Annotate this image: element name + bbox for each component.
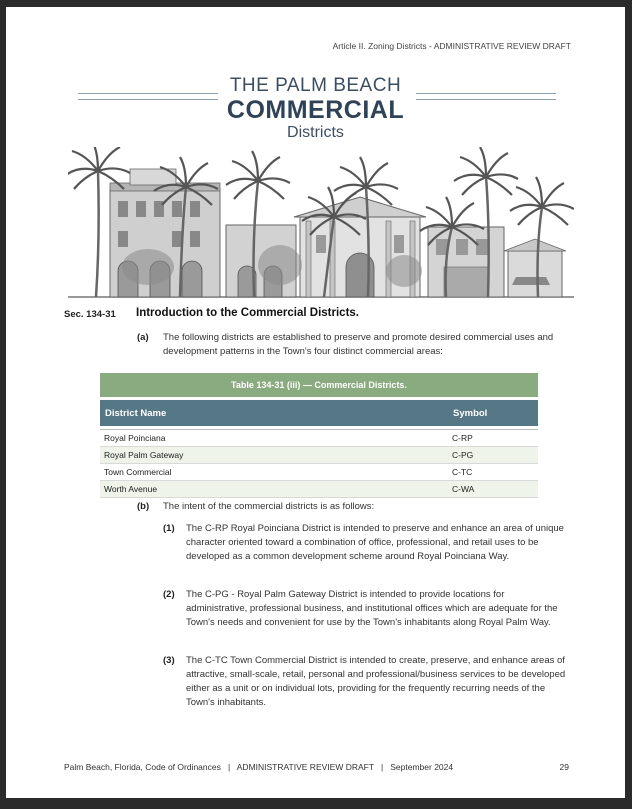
subsection-a-marker: (a) [137, 332, 149, 343]
title-line-2: COMMERCIAL [226, 96, 405, 124]
table-row [100, 447, 538, 464]
subsection-a-text: The following districts are established to preserve and promote desired commercial uses and development patterns in the Town's four distinct commercial areas: [163, 332, 554, 357]
district-name-cell: Worth Avenue [100, 481, 448, 498]
footer-text: Palm Beach, Florida, Code of Ordinances | ADMINISTRATIVE REVIEW DRAFT | September 2024 [64, 762, 454, 772]
item-1-text: The C-RP Royal Poinciana District is intended to preserve and enhance an area of unique character oriented toward a combination of office, professional, and retail uses to be developed as a common development scheme around Royal Poinciana Way. [186, 523, 564, 562]
column-header-district: District Name [100, 400, 448, 426]
commercial-districts-table [100, 373, 538, 498]
table-row [100, 430, 538, 447]
subsection-b-text: The intent of the commercial districts is as follows: [163, 501, 375, 512]
title-block [6, 75, 625, 142]
title-line-1: THE PALM BEACH [229, 75, 402, 96]
section-number: Sec. 134-31 [64, 309, 116, 320]
document-page [6, 7, 625, 798]
district-symbol-cell: C-PG [448, 447, 538, 464]
item-1-marker: (1) [163, 523, 175, 534]
item-2-marker: (2) [163, 589, 175, 600]
district-name-cell: Royal Palm Gateway [100, 447, 448, 464]
section-title: Introduction to the Commercial Districts. [136, 307, 359, 319]
district-name-cell: Royal Poinciana [100, 430, 448, 447]
district-symbol-cell: C-TC [448, 464, 538, 481]
table-row [100, 464, 538, 481]
item-3-text: The C-TC Town Commercial District is intended to create, preserve, and enhance areas of attractive, small-scale, retail, personal and professional/business services to be developed either as a unit or on individual lots, providing for the frequently recurring needs of the Town's inhabitants. [186, 655, 566, 708]
district-name-cell: Town Commercial [100, 464, 448, 481]
item-2-text: The C-PG - Royal Palm Gateway District is intended to provide locations for administrative, professional business, and institutional offices which are adequate for the Town's needs and convenient for use by the Town's inhabitants along Royal Palm Way. [186, 589, 558, 628]
streetscape-illustration [68, 147, 574, 299]
subsection-b-marker: (b) [137, 501, 150, 512]
column-header-symbol: Symbol [448, 400, 538, 426]
item-3-marker: (3) [163, 655, 175, 666]
district-symbol-cell: C-RP [448, 430, 538, 447]
district-symbol-cell: C-WA [448, 481, 538, 498]
table-row [100, 481, 538, 498]
running-header: Article II. Zoning Districts - ADMINISTRATIVE REVIEW DRAFT [332, 41, 571, 51]
table-caption: Table 134-31 (iii) — Commercial Districts. [100, 373, 538, 397]
page-number: 29 [559, 762, 569, 772]
title-line-3: Districts [287, 124, 344, 141]
